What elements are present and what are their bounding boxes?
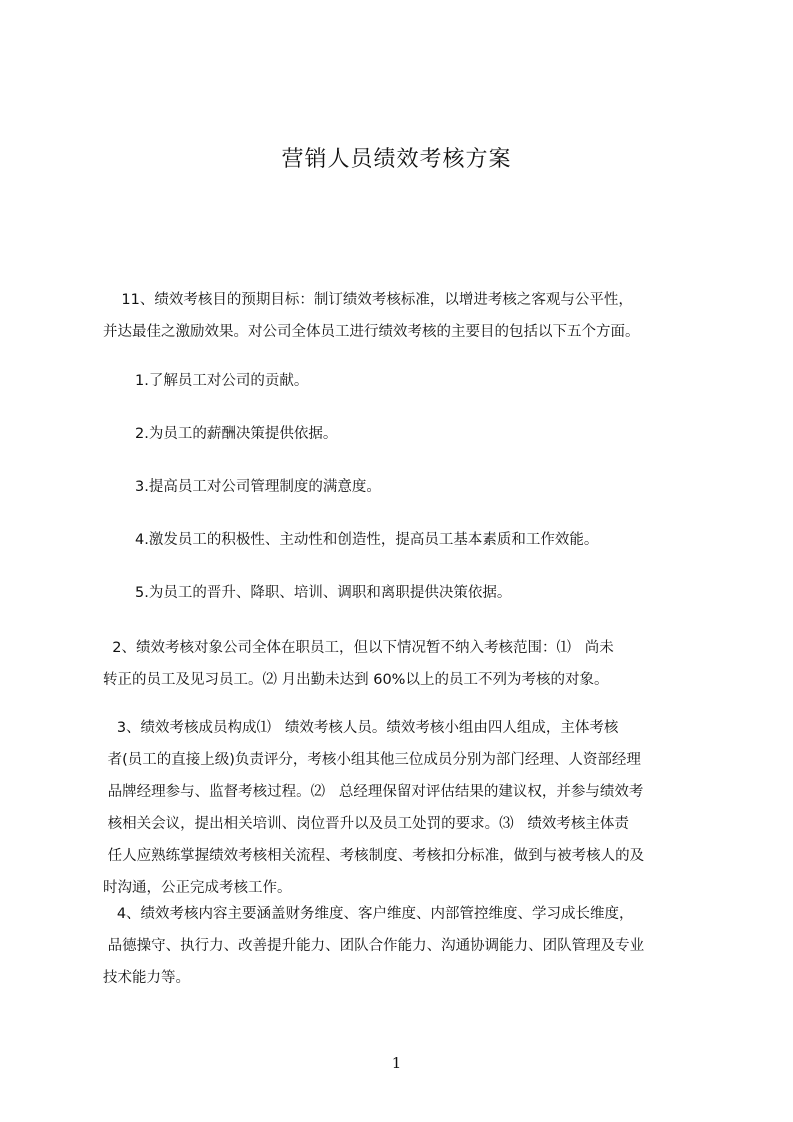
paragraph-line: 11、绩效考核目的预期目标：制订绩效考核标准，以增进考核之客观与公平性， <box>103 292 633 308</box>
paragraph-line: 品牌经理参与、监督考核过程。⑵ 总经理保留对评估结果的建议权，并参与绩效考 <box>103 784 644 800</box>
page-title: 营销人员绩效考核方案 <box>281 147 512 172</box>
paragraph-purpose <box>103 284 700 348</box>
paragraph-line: 4、绩效考核内容主要涵盖财务维度、客户维度、内部管控维度、学习成长维度， <box>103 906 634 922</box>
paragraph-members <box>103 712 700 904</box>
paragraph-scope <box>103 632 700 696</box>
paragraph-line: 并达最佳之激励效果。对公司全体员工进行绩效考核的主要目的包括以下五个方面。 <box>103 324 640 340</box>
paragraph-line: 任人应熟练掌握绩效考核相关流程、考核制度、考核扣分标准，做到与被考核人的及 <box>103 848 645 864</box>
paragraph-line: 2、绩效考核对象公司全体在职员工，但以下情况暂不纳入考核范围：⑴ 尚未 <box>103 640 614 656</box>
paragraph-line: 核相关会议，提出相关培训、岗位晋升以及员工处罚的要求。⑶ 绩效考核主体责 <box>103 816 629 832</box>
paragraph-line: 技术能力等。 <box>103 970 190 986</box>
paragraph-line: 转正的员工及见习员工。⑵ 月出勤未达到 60%以上的员工不列为考核的对象。 <box>103 672 609 688</box>
list-item: 2.为员工的薪酬决策提供依据。 <box>135 426 338 442</box>
list-item: 1.了解员工对公司的贡献。 <box>135 373 309 389</box>
list-item: 4.激发员工的积极性、主动性和创造性，提高员工基本素质和工作效能。 <box>135 532 599 548</box>
list-item: 5.为员工的晋升、降职、培训、调职和离职提供决策依据。 <box>135 585 512 601</box>
list-item: 3.提高员工对公司管理制度的满意度。 <box>135 479 381 495</box>
paragraph-content <box>103 898 700 994</box>
page-number: 1 <box>391 1054 402 1072</box>
paragraph-line: 时沟通，公正完成考核工作。 <box>103 880 292 896</box>
paragraph-line: 3、绩效考核成员构成⑴ 绩效考核人员。绩效考核小组由四人组成，主体考核 <box>103 720 619 736</box>
paragraph-line: 者(员工的直接上级)负责评分，考核小组其他三位成员分别为部门经理、人资部经理 <box>103 752 641 768</box>
paragraph-line: 品德操守、执行力、改善提升能力、团队合作能力、沟通协调能力、团队管理及专业 <box>103 938 645 954</box>
